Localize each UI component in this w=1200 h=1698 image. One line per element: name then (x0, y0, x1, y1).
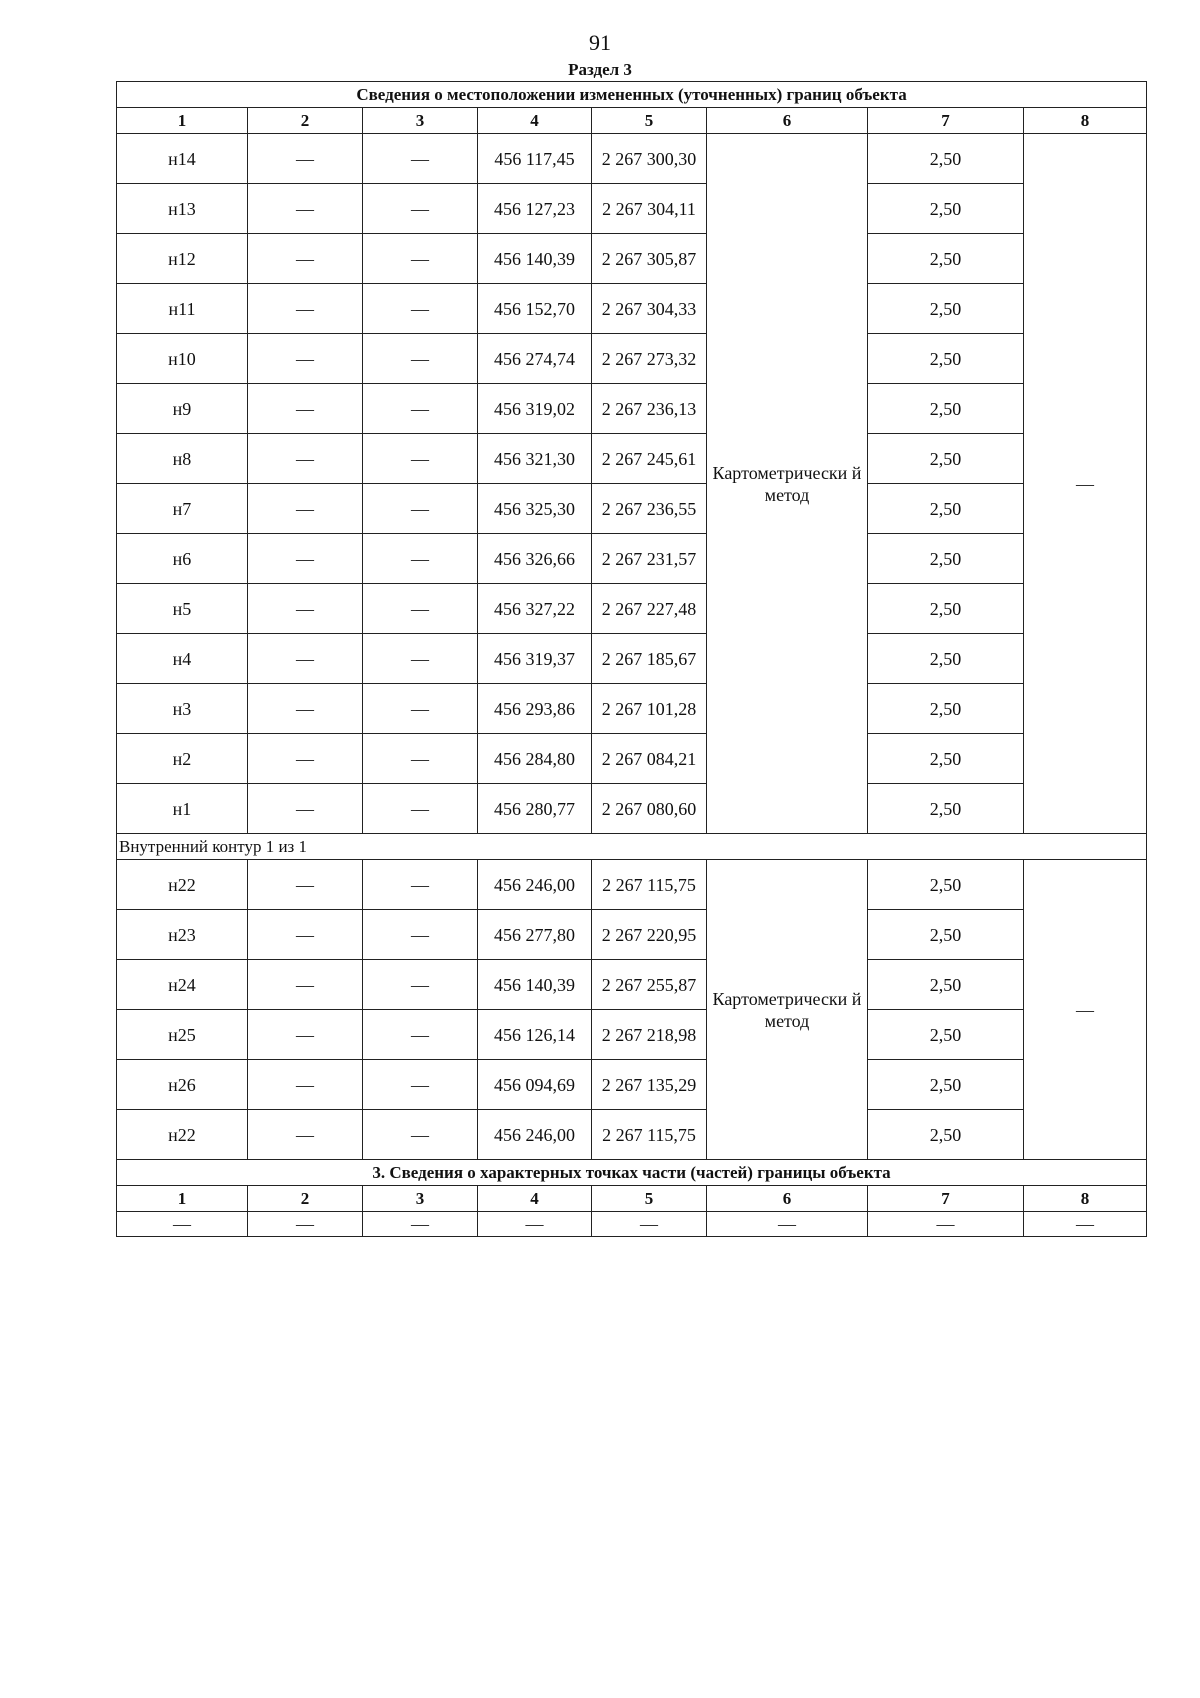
column-header: 4 (478, 108, 592, 134)
point-name-cell: н24 (117, 960, 248, 1010)
column-header: 2 (248, 1186, 363, 1212)
column-header: 4 (478, 1186, 592, 1212)
x-coordinate-cell: 456 319,02 (478, 384, 592, 434)
y-coordinate-cell: 2 267 245,61 (592, 434, 707, 484)
table-row (117, 734, 1147, 784)
column-header: 7 (868, 108, 1024, 134)
dash-cell: — (363, 584, 478, 634)
table-row (117, 584, 1147, 634)
table-row (117, 1110, 1147, 1160)
x-coordinate-cell: 456 094,69 (478, 1060, 592, 1110)
y-coordinate-cell: 2 267 080,60 (592, 784, 707, 834)
accuracy-cell: 2,50 (868, 1060, 1024, 1110)
table-row (117, 134, 1147, 184)
x-coordinate-cell: 456 280,77 (478, 784, 592, 834)
dash-cell: — (707, 1212, 868, 1237)
parts-column-header-row (117, 1186, 1147, 1212)
table-row (117, 384, 1147, 434)
x-coordinate-cell: 456 277,80 (478, 910, 592, 960)
accuracy-cell: 2,50 (868, 584, 1024, 634)
dash-cell: — (363, 860, 478, 910)
column-header: 5 (592, 108, 707, 134)
dash-cell: — (248, 234, 363, 284)
accuracy-cell: 2,50 (868, 134, 1024, 184)
table-title-row (117, 82, 1147, 108)
table-row (117, 860, 1147, 910)
dash-cell: — (363, 284, 478, 334)
y-coordinate-cell: 2 267 101,28 (592, 684, 707, 734)
dash-cell: — (363, 184, 478, 234)
table-row (117, 684, 1147, 734)
x-coordinate-cell: 456 284,80 (478, 734, 592, 784)
column-header: 7 (868, 1186, 1024, 1212)
column-header: 2 (248, 108, 363, 134)
column-8-cell: — (1024, 134, 1147, 834)
x-coordinate-cell: 456 319,37 (478, 634, 592, 684)
point-name-cell: н23 (117, 910, 248, 960)
accuracy-cell: 2,50 (868, 184, 1024, 234)
accuracy-cell: 2,50 (868, 484, 1024, 534)
table-row (117, 334, 1147, 384)
point-name-cell: н2 (117, 734, 248, 784)
dash-cell: — (248, 534, 363, 584)
parts-table-title: 3. Сведения о характерных точках части (частей) границы объекта (117, 1160, 1147, 1186)
accuracy-cell: 2,50 (868, 634, 1024, 684)
inner-contour-row (117, 834, 1147, 860)
dash-cell: — (363, 1060, 478, 1110)
accuracy-cell: 2,50 (868, 434, 1024, 484)
point-name-cell: н7 (117, 484, 248, 534)
x-coordinate-cell: 456 140,39 (478, 960, 592, 1010)
page-number: 91 (589, 30, 611, 55)
column-header: 8 (1024, 108, 1147, 134)
dash-cell: — (363, 734, 478, 784)
table-row (117, 1060, 1147, 1110)
x-coordinate-cell: 456 246,00 (478, 860, 592, 910)
table-row (117, 634, 1147, 684)
dash-cell: — (1024, 1212, 1147, 1237)
dash-cell: — (363, 784, 478, 834)
dash-cell: — (248, 134, 363, 184)
point-name-cell: н5 (117, 584, 248, 634)
y-coordinate-cell: 2 267 236,13 (592, 384, 707, 434)
x-coordinate-cell: 456 127,23 (478, 184, 592, 234)
accuracy-cell: 2,50 (868, 684, 1024, 734)
y-coordinate-cell: 2 267 220,95 (592, 910, 707, 960)
column-8-cell: — (1024, 860, 1147, 1160)
point-name-cell: н13 (117, 184, 248, 234)
column-header-row (117, 108, 1147, 134)
accuracy-cell: 2,50 (868, 384, 1024, 434)
accuracy-cell: 2,50 (868, 784, 1024, 834)
column-header: 6 (707, 1186, 868, 1212)
dash-cell: — (363, 334, 478, 384)
y-coordinate-cell: 2 267 084,21 (592, 734, 707, 784)
column-header: 1 (117, 1186, 248, 1212)
accuracy-cell: 2,50 (868, 1010, 1024, 1060)
y-coordinate-cell: 2 267 227,48 (592, 584, 707, 634)
dash-cell: — (363, 234, 478, 284)
dash-cell: — (248, 634, 363, 684)
x-coordinate-cell: 456 293,86 (478, 684, 592, 734)
point-name-cell: н22 (117, 860, 248, 910)
column-header: 3 (363, 1186, 478, 1212)
y-coordinate-cell: 2 267 185,67 (592, 634, 707, 684)
dash-cell: — (248, 284, 363, 334)
point-name-cell: н12 (117, 234, 248, 284)
dash-cell: — (363, 1110, 478, 1160)
accuracy-cell: 2,50 (868, 910, 1024, 960)
dash-cell: — (363, 134, 478, 184)
x-coordinate-cell: 456 321,30 (478, 434, 592, 484)
y-coordinate-cell: 2 267 304,33 (592, 284, 707, 334)
point-name-cell: н26 (117, 1060, 248, 1110)
column-header: 8 (1024, 1186, 1147, 1212)
dash-cell: — (248, 334, 363, 384)
dash-cell: — (363, 960, 478, 1010)
column-header: 1 (117, 108, 248, 134)
dash-cell: — (248, 960, 363, 1010)
dash-cell: — (363, 1010, 478, 1060)
dash-cell: — (363, 910, 478, 960)
y-coordinate-cell: 2 267 218,98 (592, 1010, 707, 1060)
x-coordinate-cell: 456 246,00 (478, 1110, 592, 1160)
parts-table-title-row (117, 1160, 1147, 1186)
x-coordinate-cell: 456 140,39 (478, 234, 592, 284)
accuracy-cell: 2,50 (868, 960, 1024, 1010)
dash-cell: — (363, 434, 478, 484)
dash-cell: — (592, 1212, 707, 1237)
dash-cell: — (363, 484, 478, 534)
y-coordinate-cell: 2 267 135,29 (592, 1060, 707, 1110)
y-coordinate-cell: 2 267 231,57 (592, 534, 707, 584)
table-row (117, 960, 1147, 1010)
accuracy-cell: 2,50 (868, 234, 1024, 284)
accuracy-cell: 2,50 (868, 334, 1024, 384)
dash-cell: — (248, 734, 363, 784)
table-row (117, 534, 1147, 584)
point-name-cell: н10 (117, 334, 248, 384)
dash-cell: — (363, 634, 478, 684)
point-name-cell: н6 (117, 534, 248, 584)
y-coordinate-cell: 2 267 273,32 (592, 334, 707, 384)
dash-cell: — (248, 1010, 363, 1060)
x-coordinate-cell: 456 326,66 (478, 534, 592, 584)
dash-cell: — (248, 434, 363, 484)
section-title: Раздел 3 (568, 60, 632, 79)
dash-cell: — (248, 910, 363, 960)
x-coordinate-cell: 456 152,70 (478, 284, 592, 334)
x-coordinate-cell: 456 117,45 (478, 134, 592, 184)
table-row (117, 1010, 1147, 1060)
y-coordinate-cell: 2 267 255,87 (592, 960, 707, 1010)
point-name-cell: н1 (117, 784, 248, 834)
dash-cell: — (248, 584, 363, 634)
dash-cell: — (248, 784, 363, 834)
accuracy-cell: 2,50 (868, 534, 1024, 584)
y-coordinate-cell: 2 267 236,55 (592, 484, 707, 534)
dash-cell: — (363, 534, 478, 584)
point-name-cell: н8 (117, 434, 248, 484)
dash-cell: — (363, 384, 478, 434)
dash-cell: — (478, 1212, 592, 1237)
column-header: 5 (592, 1186, 707, 1212)
dash-cell: — (248, 1212, 363, 1237)
table-row (117, 234, 1147, 284)
point-name-cell: н11 (117, 284, 248, 334)
dash-cell: — (117, 1212, 248, 1237)
accuracy-cell: 2,50 (868, 284, 1024, 334)
accuracy-cell: 2,50 (868, 1110, 1024, 1160)
table-row (117, 184, 1147, 234)
point-name-cell: н3 (117, 684, 248, 734)
y-coordinate-cell: 2 267 305,87 (592, 234, 707, 284)
x-coordinate-cell: 456 325,30 (478, 484, 592, 534)
dash-cell: — (248, 1110, 363, 1160)
dash-cell: — (248, 1060, 363, 1110)
dash-cell: — (248, 860, 363, 910)
table-row (117, 434, 1147, 484)
accuracy-cell: 2,50 (868, 860, 1024, 910)
point-name-cell: н22 (117, 1110, 248, 1160)
point-name-cell: н9 (117, 384, 248, 434)
dash-cell: — (363, 684, 478, 734)
boundary-table (116, 81, 1147, 1237)
dash-cell: — (248, 684, 363, 734)
y-coordinate-cell: 2 267 115,75 (592, 860, 707, 910)
table-row (117, 484, 1147, 534)
method-cell: Картометрически й метод (707, 860, 868, 1160)
x-coordinate-cell: 456 327,22 (478, 584, 592, 634)
method-cell: Картометрически й метод (707, 134, 868, 834)
column-header: 3 (363, 108, 478, 134)
table-row (117, 784, 1147, 834)
accuracy-cell: 2,50 (868, 734, 1024, 784)
point-name-cell: н4 (117, 634, 248, 684)
table-row (117, 910, 1147, 960)
dash-cell: — (363, 1212, 478, 1237)
y-coordinate-cell: 2 267 304,11 (592, 184, 707, 234)
table-row (117, 284, 1147, 334)
dash-cell: — (248, 184, 363, 234)
dash-cell: — (248, 384, 363, 434)
y-coordinate-cell: 2 267 115,75 (592, 1110, 707, 1160)
x-coordinate-cell: 456 274,74 (478, 334, 592, 384)
point-name-cell: н14 (117, 134, 248, 184)
point-name-cell: н25 (117, 1010, 248, 1060)
parts-table-row (117, 1212, 1147, 1237)
column-header: 6 (707, 108, 868, 134)
table-title: Сведения о местоположении измененных (уточненных) границ объекта (117, 82, 1147, 108)
x-coordinate-cell: 456 126,14 (478, 1010, 592, 1060)
inner-contour-label: Внутренний контур 1 из 1 (117, 834, 1147, 860)
dash-cell: — (868, 1212, 1024, 1237)
dash-cell: — (248, 484, 363, 534)
y-coordinate-cell: 2 267 300,30 (592, 134, 707, 184)
